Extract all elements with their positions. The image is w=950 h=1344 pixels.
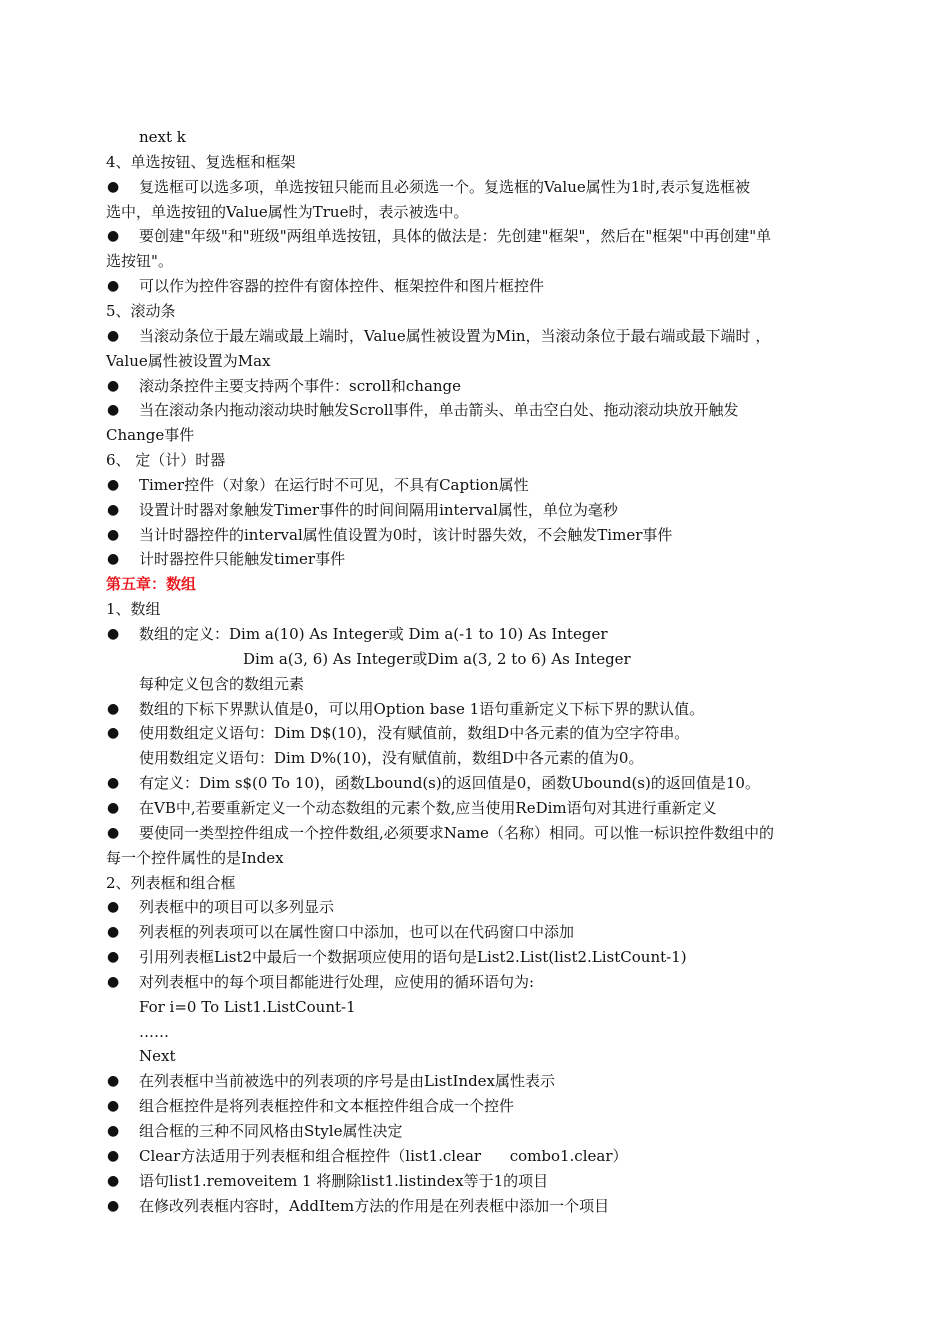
bullet-line: 使用数组定义语句：Dim D$(10)，没有赋值前，数组D中各元素的值为空字符串。: [139, 724, 690, 743]
text-line: Dim a(3, 6) As Integer或Dim a(3, 2 to 6) As Integer: [243, 649, 631, 668]
bullet-icon: ●: [107, 700, 120, 717]
text-line: 选按钮"。: [106, 252, 173, 271]
bullet-line: 数组的定义：Dim a(10) As Integer或 Dim a(-1 to 10) As Integer: [139, 625, 608, 643]
bullet-line: 滚动条控件主要支持两个事件：scroll和change: [139, 376, 462, 395]
bullet-line: 计时器控件只能触发timer事件: [139, 550, 346, 569]
bullet-line: 有定义：Dim s$(0 To 10)，函数Lbound(s)的返回值是0，函数Ubound(s)的返回值是10。: [139, 774, 760, 793]
bullet-line: 对列表框中的每个项目都能进行处理，应使用的循环语句为:: [139, 972, 535, 991]
bullet-icon: ●: [107, 278, 120, 295]
bullet-icon: ●: [107, 775, 120, 792]
bullet-icon: ●: [107, 327, 120, 344]
bullet-line: 在VB中,若要重新定义一个动态数组的元素个数,应当使用ReDim语句对其进行重新定义: [139, 798, 717, 817]
bullet-icon: ●: [107, 178, 120, 195]
text-line: For i=0 To List1.ListCount-1: [139, 997, 356, 1016]
bullet-icon: ●: [107, 949, 120, 966]
bullet-icon: ●: [107, 1073, 120, 1090]
text-line: 5、滚动条: [106, 301, 176, 320]
bullet-line: 复选框可以选多项，单选按钮只能而且必须选一个。复选框的Value属性为1时,表示复选框被: [139, 177, 751, 196]
text-line: Change事件: [106, 426, 195, 445]
bullet-line: 组合框的三种不同风格由Style属性决定: [139, 1122, 403, 1140]
bullet-icon: ●: [107, 476, 120, 493]
bullet-line: 当计时器控件的interval属性值设置为0时，该计时器失效，不会触发Timer事件: [139, 525, 673, 544]
bullet-line: 语句list1.removeitem 1 将删除list1.listindex等于1的项目: [139, 1171, 549, 1190]
text-line: Next: [139, 1047, 176, 1066]
text-line: 1、数组: [106, 600, 161, 619]
bullet-icon: ●: [107, 924, 120, 941]
bullet-icon: ●: [107, 377, 120, 394]
bullet-icon: ●: [107, 1098, 120, 1115]
bullet-icon: ●: [107, 402, 120, 419]
bullet-icon: ●: [107, 824, 120, 841]
bullet-line: Clear方法适用于列表框和组合框控件（list1.clear combo1.clear）: [139, 1146, 628, 1165]
bullet-icon: ●: [107, 1172, 120, 1189]
text-line: 4、单选按钮、复选框和框架: [106, 152, 296, 171]
text-line: 使用数组定义语句：Dim D%(10)，没有赋值前，数组D中各元素的值为0。: [139, 749, 644, 768]
bullet-line: 可以作为控件容器的控件有窗体控件、框架控件和图片框控件: [139, 277, 545, 296]
text-line: 每一个控件属性的是Index: [106, 848, 284, 867]
bullet-icon: ●: [107, 899, 120, 916]
bullet-line: 当滚动条位于最左端或最上端时，Value属性被设置为Min，当滚动条位于最右端或最下端时 ，: [139, 326, 771, 345]
bullet-line: 要创建"年级"和"班级"两组单选按钮，具体的做法是：先创建"框架"，然后在"框架"中再创建"单: [139, 227, 772, 246]
bullet-icon: ●: [107, 551, 120, 568]
text-line: next k: [139, 128, 186, 146]
bullet-line: 列表框的列表项可以在属性窗口中添加，也可以在代码窗口中添加: [139, 923, 575, 942]
text-line: ……: [139, 1022, 169, 1041]
bullet-line: 在列表框中当前被选中的列表项的序号是由ListIndex属性表示: [139, 1072, 556, 1091]
text-line: 6、 定（计）时器: [106, 451, 226, 470]
bullet-line: 设置计时器对象触发Timer事件的时间间隔用interval属性，单位为毫秒: [139, 500, 618, 519]
bullet-icon: ●: [107, 228, 120, 245]
text-line: 2、列表框和组合框: [106, 873, 236, 892]
bullet-line: 要使同一类型控件组成一个控件数组,必须要求Name（名称）相同。可以惟一标识控件数组中的: [139, 823, 774, 842]
bullet-icon: ●: [107, 1147, 120, 1164]
bullet-line: 当在滚动条内拖动滚动块时触发Scroll事件，单击箭头、单击空白处、拖动滚动块放开触发: [139, 401, 739, 420]
text-line: 选中，单选按钮的Value属性为True时，表示被选中。: [106, 202, 469, 221]
text-line: Value属性被设置为Max: [106, 351, 271, 370]
bullet-line: 在修改列表框内容时，AddItem方法的作用是在列表框中添加一个项目: [139, 1196, 610, 1215]
bullet-icon: ●: [107, 725, 120, 742]
bullet-line: 组合框控件是将列表框控件和文本框控件组合成一个控件: [139, 1097, 515, 1116]
chapter-heading: 第五章：数组: [106, 575, 197, 594]
bullet-line: 列表框中的项目可以多列显示: [139, 898, 335, 917]
bullet-icon: ●: [107, 526, 120, 543]
bullet-icon: ●: [107, 799, 120, 816]
bullet-line: Timer控件（对象）在运行时不可见，不具有Caption属性: [139, 475, 529, 494]
bullet-line: 数组的下标下界默认值是0，可以用Option base 1语句重新定义下标下界的默认值。: [139, 699, 705, 718]
bullet-icon: ●: [107, 1123, 120, 1139]
bullet-icon: ●: [107, 1197, 120, 1214]
bullet-icon: ●: [107, 626, 120, 642]
bullet-icon: ●: [107, 973, 120, 990]
text-line: 每种定义包含的数组元素: [139, 674, 305, 693]
bullet-line: 引用列表框List2中最后一个数据项应使用的语句是List2.List(list2.ListCount-1): [139, 948, 687, 967]
bullet-icon: ●: [107, 501, 120, 518]
